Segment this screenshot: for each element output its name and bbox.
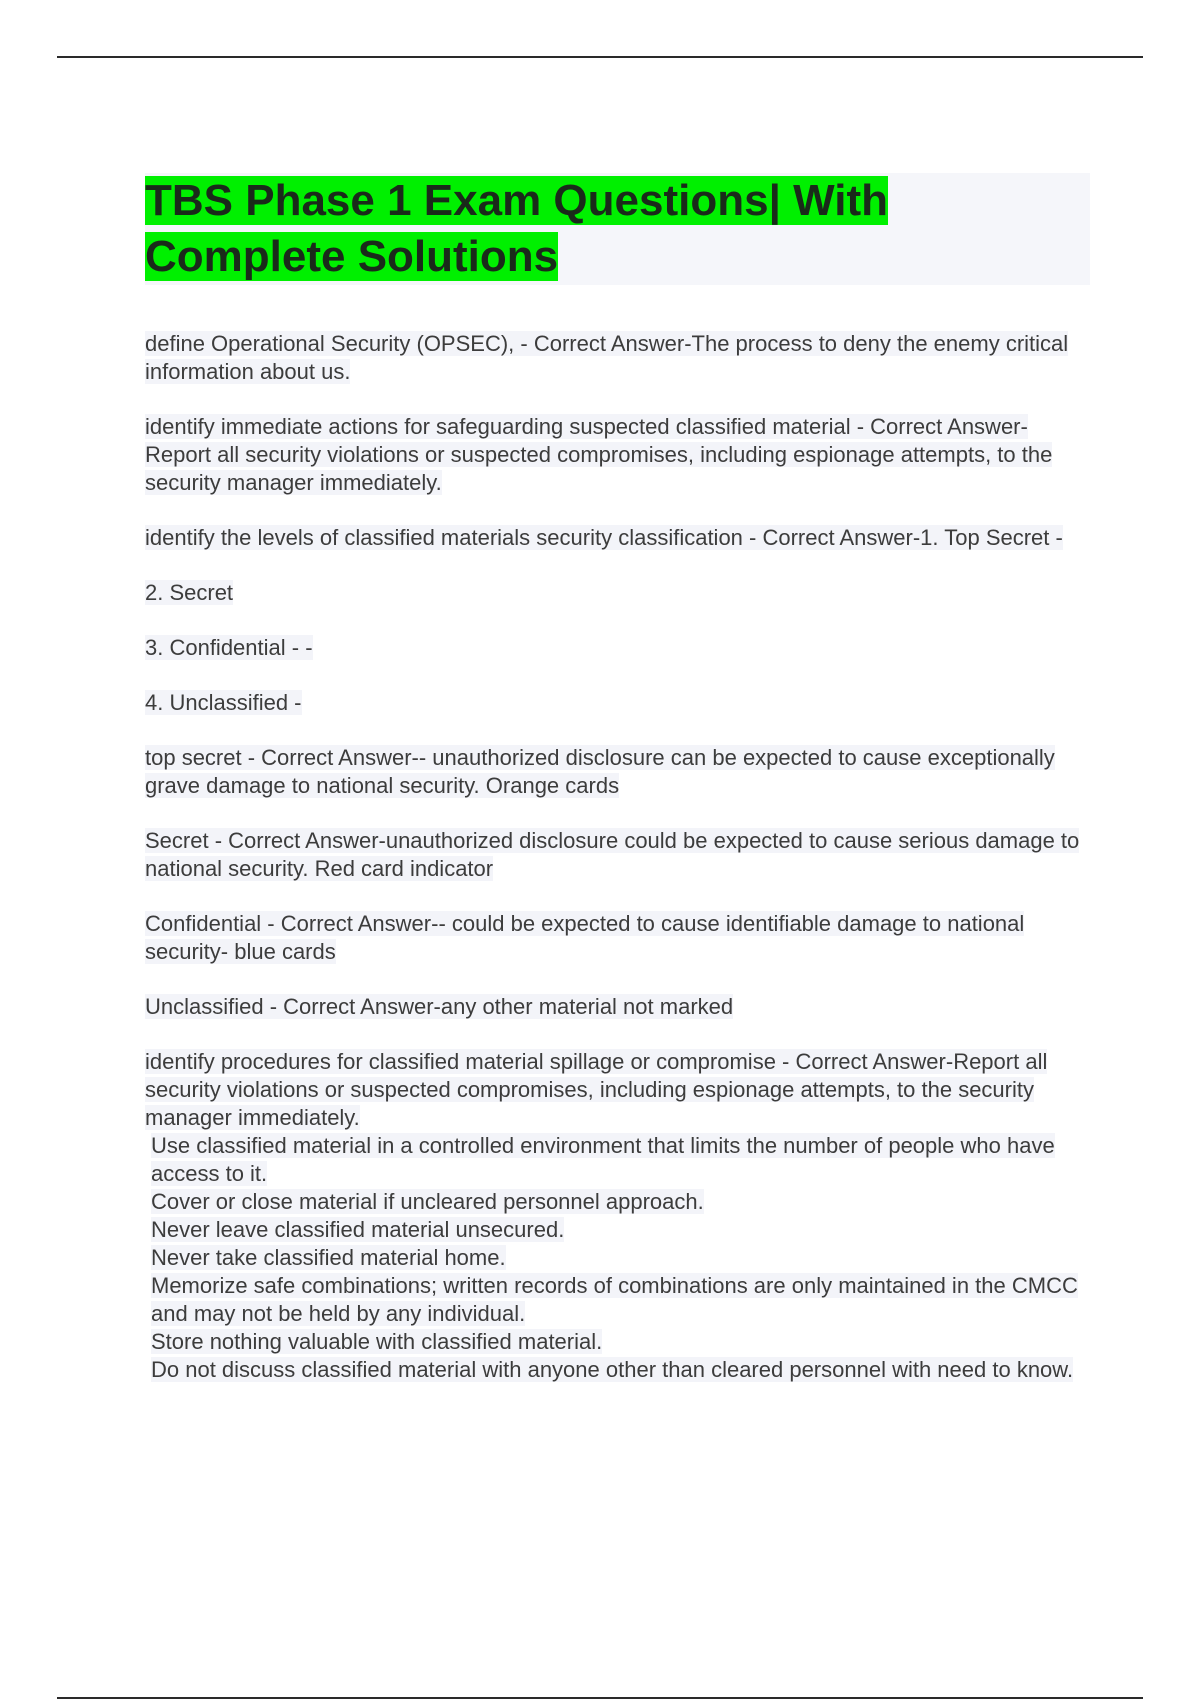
procedure-item: Never leave classified material unsecured. [151, 1217, 565, 1242]
header-rule [57, 56, 1143, 58]
qa-paragraph: identify the levels of classified materials security classification - Correct Answer-1. Top Secret - [145, 525, 1063, 550]
procedures-block [145, 1048, 1090, 1384]
procedure-item: Cover or close material if uncleared personnel approach. [151, 1189, 704, 1214]
title-line-1: TBS Phase 1 Exam Questions| With [145, 176, 888, 225]
footer-rule [57, 1697, 1143, 1699]
qa-paragraph: top secret - Correct Answer-- unauthorized disclosure can be expected to cause exceptionally grave damage to national security. Orange cards [145, 745, 1055, 798]
procedures-lead: identify procedures for classified material spillage or compromise - Correct Answer-Report all security violations or suspected compromises, including espionage attempts, to the security manager immediately. [145, 1049, 1048, 1130]
document-title [145, 173, 1090, 285]
procedure-item: Store nothing valuable with classified material. [151, 1329, 603, 1354]
qa-paragraph: identify immediate actions for safeguarding suspected classified material - Correct Answer-Report all security violations or suspected compromises, including espionage attempts, to the security manager immediately. [145, 414, 1053, 495]
qa-paragraph: 3. Confidential - - [145, 635, 313, 660]
document-body [145, 173, 1090, 1384]
procedure-item: Memorize safe combinations; written records of combinations are only maintained in the CMCC and may not be held by any individual. [151, 1273, 1078, 1326]
title-block [145, 173, 1090, 285]
qa-paragraph: define Operational Security (OPSEC), - Correct Answer-The process to deny the enemy critical information about us. [145, 331, 1069, 384]
title-line-2: Complete Solutions [145, 232, 559, 281]
qa-paragraph: Confidential - Correct Answer-- could be expected to cause identifiable damage to national security- blue cards [145, 911, 1025, 964]
qa-paragraph: Unclassified - Correct Answer-any other material not marked [145, 994, 734, 1019]
qa-paragraph: Secret - Correct Answer-unauthorized disclosure could be expected to cause serious damage to national security. Red card indicator [145, 828, 1080, 881]
procedure-item: Use classified material in a controlled environment that limits the number of people who have access to it. [151, 1133, 1055, 1186]
qa-paragraph: 4. Unclassified - [145, 690, 302, 715]
qa-paragraph: 2. Secret [145, 580, 234, 605]
procedure-item: Do not discuss classified material with anyone other than cleared personnel with need to know. [151, 1357, 1074, 1382]
procedure-item: Never take classified material home. [151, 1245, 506, 1270]
